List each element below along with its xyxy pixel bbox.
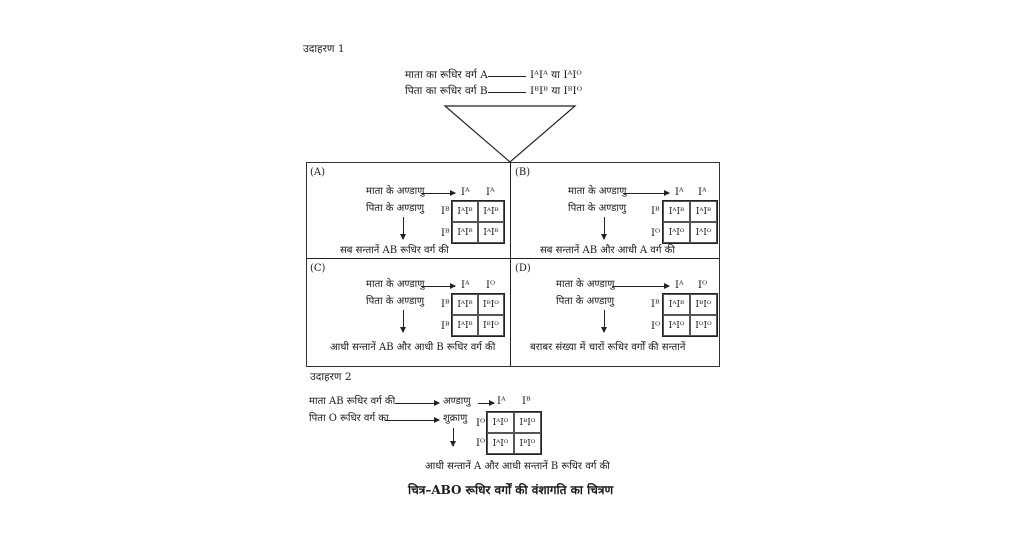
panel-d-result: बराबर संख्या में चारों रूधिर वर्गों की सन्तानें — [530, 342, 686, 353]
ex2-result: आधी सन्तानें A और आधी सन्तानें B रूधिर वर्ग की — [425, 461, 610, 472]
father-genotypes: IᴮIᴮ या IᴮIᴼ — [530, 85, 583, 97]
panel-b-tag: (B) — [515, 167, 531, 178]
ex2-mother-arrow — [395, 403, 439, 404]
punnett-cell: IᴮIᴼ — [478, 315, 504, 336]
ex2-sperm-label: शुक्राणु — [443, 413, 468, 424]
punnett-cell: IᴬIᴮ — [452, 222, 478, 243]
father-blood-group-label: पिता का रूधिर वर्ग B — [405, 85, 488, 97]
panel-d-mother-label: माता के अण्डाणु — [556, 279, 615, 290]
ex2-father-label: पिता O रूधिर वर्ग का — [309, 413, 389, 424]
panel-a-punnett-square — [451, 200, 505, 244]
ex2-row-allele-2: Iᴼ — [476, 438, 486, 449]
figure-caption: चित्र–ABO रूधिर वर्गों की वंशागति का चित्रण — [408, 483, 614, 497]
panel-a-father-label: पिता के अण्डाणु — [366, 203, 425, 214]
ex2-col-allele-2: Iᴮ — [522, 396, 531, 407]
ex2-row-allele-1: Iᴼ — [476, 418, 486, 429]
panel-d-tag: (D) — [515, 263, 531, 274]
punnett-cell: IᴬIᴼ — [487, 412, 514, 433]
panel-d-father-label: पिता के अण्डाणु — [556, 296, 615, 307]
panel-c-tag: (C) — [310, 263, 326, 274]
ex2-egg-label: अण्डाणु — [443, 396, 471, 407]
panel-a-row-allele-1: Iᴮ — [441, 206, 450, 217]
punnett-cell: IᴮIᴼ — [514, 412, 541, 433]
punnett-cell: IᴬIᴮ — [478, 222, 504, 243]
panel-a-right-arrow — [421, 193, 455, 194]
panel-b-punnett-square — [662, 200, 718, 244]
panels-horizontal-divider — [306, 258, 719, 259]
panel-d-row-allele-2: Iᴼ — [651, 321, 661, 332]
panel-d-down-arrow — [604, 310, 605, 332]
panel-a-col-allele-1: Iᴬ — [461, 187, 470, 198]
panel-c-row-allele-2: Iᴮ — [441, 321, 450, 332]
panel-c-right-arrow — [421, 286, 455, 287]
panel-b-result: सब सन्तानें AB और आधी A वर्ग की — [540, 245, 675, 256]
panel-c-row-allele-1: Iᴮ — [441, 299, 450, 310]
panel-a-result: सब सन्तानें AB रूधिर वर्ग की — [340, 245, 449, 256]
example-1-heading: उदाहरण 1 — [303, 43, 345, 55]
punnett-cell: IᴮIᴼ — [478, 294, 504, 315]
ex2-mother-label: माता AB रूधिर वर्ग की — [309, 396, 396, 407]
panel-c-down-arrow — [403, 310, 404, 332]
panel-b-mother-label: माता के अण्डाणु — [568, 186, 627, 197]
panel-c-mother-label: माता के अण्डाणु — [366, 279, 425, 290]
panel-b-row-allele-2: Iᴼ — [651, 228, 661, 239]
punnett-cell: IᴬIᴼ — [663, 315, 690, 336]
example-2-heading: उदाहरण 2 — [310, 371, 352, 383]
ex2-down-arrow — [453, 428, 454, 446]
panel-b-col-allele-2: Iᴬ — [698, 187, 707, 198]
punnett-cell: IᴬIᴼ — [690, 222, 717, 243]
punnett-cell: IᴮIᴼ — [690, 294, 717, 315]
panel-c-punnett-square — [451, 293, 505, 337]
mother-genotypes: IᴬIᴬ या IᴬIᴼ — [530, 69, 582, 81]
panel-d-right-arrow — [612, 286, 669, 287]
panel-b-col-allele-1: Iᴬ — [675, 187, 684, 198]
panel-b-down-arrow — [604, 217, 605, 239]
punnett-cell: IᴬIᴮ — [690, 201, 717, 222]
mother-connector-line — [488, 76, 526, 77]
mother-blood-group-label: माता का रूधिर वर्ग A — [405, 69, 488, 81]
panel-c-col-allele-2: Iᴼ — [486, 280, 496, 291]
panel-a-down-arrow — [403, 217, 404, 239]
panels-vertical-divider — [510, 162, 511, 366]
ex2-col-allele-1: Iᴬ — [497, 396, 506, 407]
cross-triangle — [440, 104, 580, 166]
punnett-cell: IᴬIᴮ — [452, 201, 478, 222]
punnett-cell: IᴬIᴮ — [452, 294, 478, 315]
father-connector-line — [488, 92, 526, 93]
ex2-punnett-square — [486, 411, 542, 455]
panel-b-row-allele-1: Iᴮ — [651, 206, 660, 217]
panel-c-result: आधी सन्तानें AB और आधी B रूधिर वर्ग की — [330, 342, 496, 353]
panel-a-tag: (A) — [310, 167, 326, 178]
panel-c-col-allele-1: Iᴬ — [461, 280, 470, 291]
punnett-cell: IᴬIᴼ — [663, 222, 690, 243]
punnett-cell: IᴬIᴮ — [663, 201, 690, 222]
panel-c-father-label: पिता के अण्डाणु — [366, 296, 425, 307]
panel-b-father-label: पिता के अण्डाणु — [568, 203, 627, 214]
ex2-father-arrow — [385, 420, 439, 421]
panel-a-mother-label: माता के अण्डाणु — [366, 186, 425, 197]
punnett-cell: IᴬIᴼ — [487, 433, 514, 454]
panel-a-col-allele-2: Iᴬ — [486, 187, 495, 198]
ex2-egg-arrow — [478, 403, 494, 404]
panel-d-punnett-square — [662, 293, 718, 337]
punnett-cell: IᴼIᴼ — [690, 315, 717, 336]
panel-d-col-allele-1: Iᴬ — [675, 280, 684, 291]
panel-d-col-allele-2: Iᴼ — [698, 280, 708, 291]
punnett-cell: IᴬIᴮ — [478, 201, 504, 222]
panel-d-row-allele-1: Iᴮ — [651, 299, 660, 310]
punnett-cell: IᴮIᴼ — [514, 433, 541, 454]
panel-b-right-arrow — [623, 193, 669, 194]
punnett-cell: IᴬIᴮ — [452, 315, 478, 336]
panel-a-row-allele-2: Iᴮ — [441, 228, 450, 239]
punnett-cell: IᴬIᴮ — [663, 294, 690, 315]
